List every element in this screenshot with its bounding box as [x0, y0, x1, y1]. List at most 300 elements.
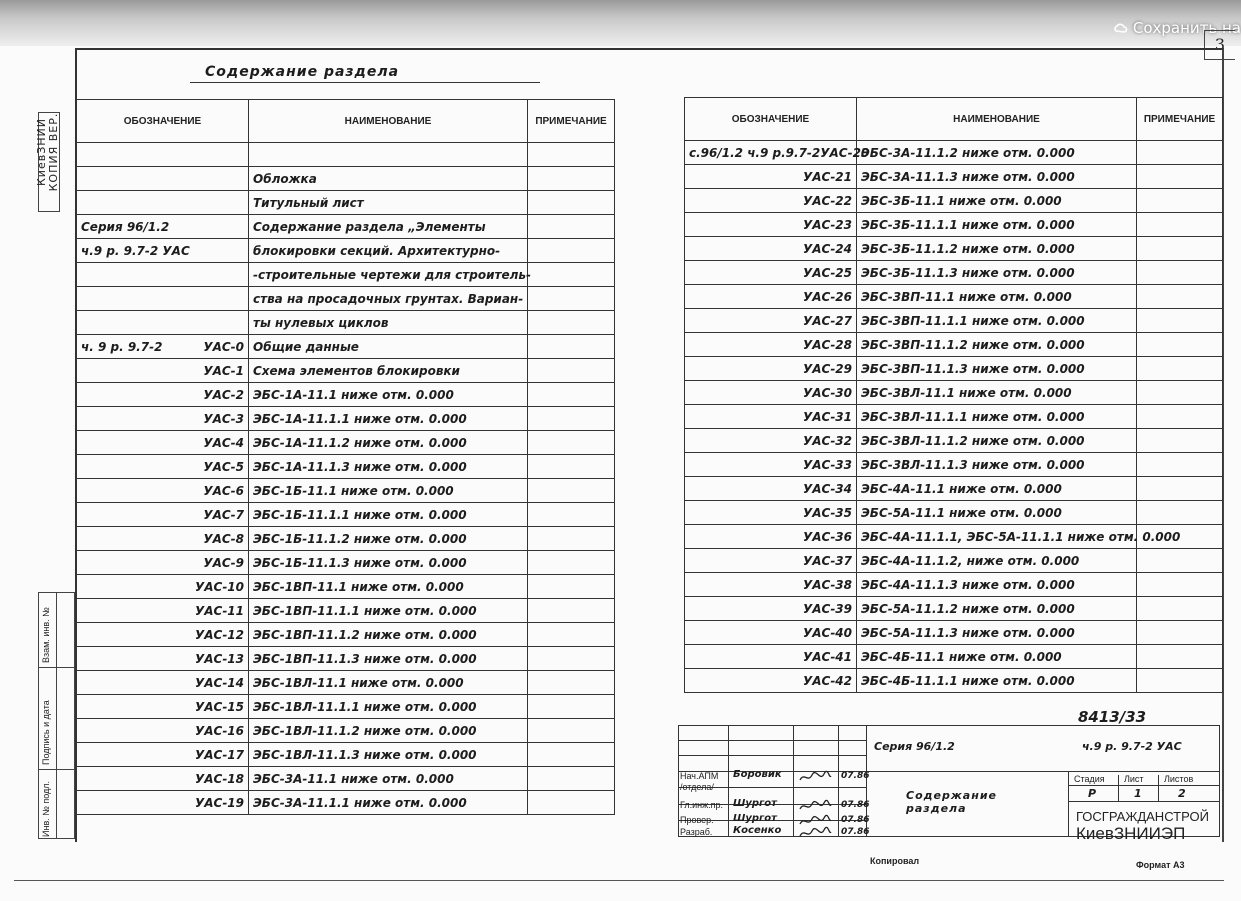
designation-cell — [77, 239, 249, 263]
note-cell — [528, 359, 615, 383]
name-cell: ЭБС-1ВЛ-11.1.3 ниже отм. 0.000 — [249, 743, 528, 767]
name-cell: ЭБС-1ВП-11.1.1 ниже отм. 0.000 — [249, 599, 528, 623]
note-cell — [528, 719, 615, 743]
table-row — [685, 333, 1223, 357]
series-text: ч. 9 р. 9.7-2 — [81, 339, 163, 354]
code-text: УАС-19 — [194, 795, 244, 810]
designation-cell — [685, 525, 857, 549]
signature-date-label: Подпись и дата — [41, 700, 51, 765]
table-row — [685, 597, 1223, 621]
table-row — [685, 501, 1223, 525]
table-row — [685, 213, 1223, 237]
name-cell: ЭБС-1ВЛ-11.1.2 ниже отм. 0.000 — [249, 719, 528, 743]
tb-role: /отдела/ — [680, 782, 714, 792]
code-text: УАС-22 — [802, 193, 852, 208]
table-row — [685, 381, 1223, 405]
name-cell: ЭБС-1А-11.1.1 ниже отм. 0.000 — [249, 407, 528, 431]
designation-cell — [77, 191, 249, 215]
designation-cell — [77, 623, 249, 647]
designation-cell — [685, 261, 857, 285]
name-cell: ЭБС-1Б-11.1 ниже отм. 0.000 — [249, 479, 528, 503]
table-row — [77, 503, 615, 527]
footer-format: Формат А3 — [1136, 860, 1185, 870]
table-row — [685, 573, 1223, 597]
name-cell: ЭБС-1ВЛ-11.1.1 ниже отм. 0.000 — [249, 695, 528, 719]
table-row — [77, 311, 615, 335]
designation-cell — [685, 501, 857, 525]
table-row — [685, 429, 1223, 453]
designation-cell — [77, 335, 249, 359]
code-text: УАС-32 — [802, 433, 852, 448]
code-text: УАС-11 — [194, 603, 244, 618]
name-cell: ЭБС-3ВП-11.1 ниже отм. 0.000 — [857, 285, 1137, 309]
name-cell: блокировки секций. Архитектурно- — [249, 239, 528, 263]
note-cell — [528, 191, 615, 215]
table-row — [77, 647, 615, 671]
note-cell — [528, 383, 615, 407]
name-cell: ЭБС-3ВЛ-11.1 ниже отм. 0.000 — [857, 381, 1137, 405]
table-row — [685, 549, 1223, 573]
note-cell — [1137, 237, 1223, 261]
table-row — [77, 551, 615, 575]
note-cell — [528, 551, 615, 575]
designation-cell — [685, 645, 857, 669]
code-text: УАС-9 — [203, 555, 244, 570]
note-cell — [528, 791, 615, 815]
designation-cell — [77, 671, 249, 695]
save-to-label: Сохранить на — [1132, 19, 1241, 37]
designation-cell — [685, 549, 857, 573]
note-cell — [1137, 597, 1223, 621]
name-cell: Схема элементов блокировки — [249, 359, 528, 383]
code-text: УАС-5 — [203, 459, 244, 474]
designation-cell — [77, 215, 249, 239]
name-cell: ЭБС-3Б-11.1.3 ниже отм. 0.000 — [857, 261, 1137, 285]
name-cell: ЭБС-1ВП-11.1.2 ниже отм. 0.000 — [249, 623, 528, 647]
code-text: УАС-8 — [203, 531, 244, 546]
name-cell: ЭБС-3А-11.1 ниже отм. 0.000 — [249, 767, 528, 791]
note-cell — [528, 455, 615, 479]
series-text: Серия 96/1.2 — [81, 219, 170, 234]
name-cell: ЭБС-4А-11.1.3 ниже отм. 0.000 — [857, 573, 1137, 597]
note-cell — [528, 287, 615, 311]
table-row — [77, 359, 615, 383]
name-cell: ЭБС-3А-11.1.2 ниже отм. 0.000 — [857, 141, 1137, 165]
tb-date: 07.86 — [841, 827, 870, 837]
table-row — [77, 671, 615, 695]
designation-cell — [77, 311, 249, 335]
note-cell — [1137, 165, 1223, 189]
code-text: УАС-41 — [802, 649, 852, 664]
table-row — [685, 357, 1223, 381]
table-row — [685, 309, 1223, 333]
header-note: ПРИМЕЧАНИЕ — [528, 100, 615, 143]
name-cell: ЭБС-3ВП-11.1.3 ниже отм. 0.000 — [857, 357, 1137, 381]
note-cell — [528, 215, 615, 239]
name-cell: ты нулевых циклов — [249, 311, 528, 335]
code-text: УАС-37 — [802, 553, 852, 568]
code-text: УАС-34 — [802, 481, 852, 496]
code-text: УАС-12 — [194, 627, 244, 642]
code-text: УАС-33 — [802, 457, 852, 472]
page-border-bottom — [14, 880, 1224, 881]
note-cell — [1137, 549, 1223, 573]
code-text: УАС-24 — [802, 241, 852, 256]
note-cell — [1137, 669, 1223, 693]
designation-cell — [685, 285, 857, 309]
tb-person: Боровик — [733, 769, 782, 780]
note-cell — [1137, 573, 1223, 597]
name-cell: ЭБС-1А-11.1.3 ниже отм. 0.000 — [249, 455, 528, 479]
name-cell: ЭБС-1Б-11.1.1 ниже отм. 0.000 — [249, 503, 528, 527]
document-number: 8413/33 — [1078, 708, 1147, 726]
designation-cell — [685, 597, 857, 621]
note-cell — [528, 575, 615, 599]
designation-cell — [685, 477, 857, 501]
code-text: УАС-25 — [802, 265, 852, 280]
section-title-underline — [190, 82, 540, 83]
table-row — [77, 719, 615, 743]
table-row — [685, 645, 1223, 669]
designation-cell — [77, 455, 249, 479]
table-row — [77, 575, 615, 599]
table-row — [685, 165, 1223, 189]
stamp-line-2: КОПИЯ ВЕР. — [47, 112, 60, 192]
designation-cell — [77, 791, 249, 815]
name-cell: ства на просадочных грунтах. Вариан- — [249, 287, 528, 311]
stamp-line-1: КиевЗНИИ — [35, 118, 48, 186]
table-row — [77, 455, 615, 479]
table-row — [77, 191, 615, 215]
table-row — [77, 623, 615, 647]
designation-cell — [685, 381, 857, 405]
name-cell: ЭБС-1ВП-11.1 ниже отм. 0.000 — [249, 575, 528, 599]
tb-sheet-label: Лист — [1124, 774, 1144, 784]
contents-table-right — [684, 97, 1223, 693]
tb-date: 07.86 — [841, 771, 870, 781]
table-row — [685, 261, 1223, 285]
viewer-top-shadow — [0, 0, 1241, 46]
code-text: УАС-10 — [194, 579, 244, 594]
tb-series: Серия 96/1.2 — [874, 740, 955, 753]
series-text: ч.9 р. 9.7-2 УАС — [81, 243, 190, 258]
code-text: УАС-2 — [203, 387, 244, 402]
note-cell — [528, 239, 615, 263]
note-cell — [1137, 309, 1223, 333]
note-cell — [1137, 333, 1223, 357]
tb-person: Шургот — [733, 813, 777, 824]
designation-cell — [77, 503, 249, 527]
contents-table-left — [76, 99, 615, 815]
table-row — [77, 143, 615, 167]
note-cell — [528, 431, 615, 455]
name-cell: Содержание раздела „Элементы — [249, 215, 528, 239]
table-row — [77, 599, 615, 623]
name-cell: ЭБС-3ВП-11.1.1 ниже отм. 0.000 — [857, 309, 1137, 333]
title-block — [678, 725, 1220, 847]
table-row — [685, 525, 1223, 549]
signature-scribble — [798, 799, 832, 813]
code-text: УАС-21 — [802, 169, 852, 184]
tb-date: 07.86 — [841, 815, 870, 825]
code-text: УАС-35 — [802, 505, 852, 520]
note-cell — [1137, 477, 1223, 501]
code-text: УАС-20 — [820, 145, 870, 160]
code-text: УАС-27 — [802, 313, 852, 328]
note-cell — [528, 695, 615, 719]
note-cell — [1137, 189, 1223, 213]
original-inv-label: Инв. № подл. — [41, 780, 51, 837]
designation-cell — [77, 143, 249, 167]
code-text: УАС-42 — [802, 673, 852, 688]
code-text: УАС-40 — [802, 625, 852, 640]
table-row — [77, 695, 615, 719]
signature-scribble — [798, 826, 832, 840]
table-row — [685, 141, 1223, 165]
table-row — [77, 215, 615, 239]
code-text: УАС-18 — [194, 771, 244, 786]
tb-role: Разраб. — [680, 827, 713, 837]
header-designation: ОБОЗНАЧЕНИЕ — [77, 100, 249, 143]
code-text: УАС-38 — [802, 577, 852, 592]
name-cell: ЭБС-3Б-11.1.2 ниже отм. 0.000 — [857, 237, 1137, 261]
designation-cell — [685, 669, 857, 693]
name-cell: ЭБС-4А-11.1 ниже отм. 0.000 — [857, 477, 1137, 501]
designation-cell — [77, 575, 249, 599]
tb-doc-title: Содержание раздела — [906, 789, 997, 815]
name-cell: ЭБС-3ВП-11.1.2 ниже отм. 0.000 — [857, 333, 1137, 357]
table-row — [77, 743, 615, 767]
designation-cell — [77, 719, 249, 743]
code-text: УАС-0 — [203, 339, 244, 354]
code-text: УАС-14 — [194, 675, 244, 690]
table-row — [77, 791, 615, 815]
note-cell — [528, 647, 615, 671]
note-cell — [1137, 141, 1223, 165]
copy-stamp-text — [36, 104, 64, 200]
designation-cell — [77, 287, 249, 311]
name-cell: ЭБС-1А-11.1.2 ниже отм. 0.000 — [249, 431, 528, 455]
tb-part: ч.9 р. 9.7-2 УАС — [1082, 740, 1182, 753]
table-row — [77, 335, 615, 359]
header-name: НАИМЕНОВАНИЕ — [857, 98, 1137, 141]
designation-cell — [685, 213, 857, 237]
table-row — [77, 167, 615, 191]
note-cell — [1137, 261, 1223, 285]
name-cell: Титульный лист — [249, 191, 528, 215]
code-text: УАС-15 — [194, 699, 244, 714]
table-row — [77, 263, 615, 287]
tb-stage-label: Стадия — [1074, 774, 1105, 784]
tb-sheets-label: Листов — [1164, 774, 1194, 784]
code-text: УАС-39 — [802, 601, 852, 616]
table-row — [685, 477, 1223, 501]
table-row — [685, 669, 1223, 693]
sheet-corner-number: 3 — [1204, 30, 1235, 60]
designation-cell — [77, 527, 249, 551]
note-cell — [1137, 357, 1223, 381]
note-cell — [528, 167, 615, 191]
code-text: УАС-17 — [194, 747, 244, 762]
code-text: УАС-13 — [194, 651, 244, 666]
table-row — [685, 285, 1223, 309]
note-cell — [528, 623, 615, 647]
tb-sheet: 1 — [1134, 787, 1142, 800]
name-cell: ЭБС-4А-11.1.2, ниже отм. 0.000 — [857, 549, 1137, 573]
note-cell — [528, 479, 615, 503]
tb-stage: Р — [1088, 787, 1097, 800]
note-cell — [1137, 453, 1223, 477]
designation-cell — [77, 383, 249, 407]
note-cell — [528, 503, 615, 527]
code-text: УАС-26 — [802, 289, 852, 304]
designation-cell — [77, 479, 249, 503]
note-cell — [528, 743, 615, 767]
name-cell: ЭБС-1Б-11.1.3 ниже отм. 0.000 — [249, 551, 528, 575]
designation-cell — [685, 165, 857, 189]
designation-cell — [685, 237, 857, 261]
header-designation: ОБОЗНАЧЕНИЕ — [685, 98, 857, 141]
table-row — [685, 189, 1223, 213]
code-text: УАС-16 — [194, 723, 244, 738]
note-cell — [1137, 429, 1223, 453]
designation-cell — [685, 405, 857, 429]
table-row — [685, 237, 1223, 261]
note-cell — [1137, 645, 1223, 669]
note-cell — [1137, 285, 1223, 309]
code-text: УАС-28 — [802, 337, 852, 352]
name-cell: ЭБС-3ВЛ-11.1.2 ниже отм. 0.000 — [857, 429, 1137, 453]
name-cell: ЭБС-1ВП-11.1.3 ниже отм. 0.000 — [249, 647, 528, 671]
tb-sheets: 2 — [1178, 787, 1186, 800]
signature-scribble — [798, 770, 832, 784]
note-cell — [528, 671, 615, 695]
table-row — [77, 479, 615, 503]
designation-cell — [77, 263, 249, 287]
designation-cell — [685, 309, 857, 333]
note-cell — [528, 527, 615, 551]
name-cell: -строительные чертежи для строитель- — [249, 263, 528, 287]
designation-cell — [685, 333, 857, 357]
tb-date: 07.86 — [841, 800, 870, 810]
tb-person: Шургот — [733, 798, 777, 809]
note-cell — [528, 407, 615, 431]
name-cell: ЭБС-4Б-11.1.1 ниже отм. 0.000 — [857, 669, 1137, 693]
note-cell — [528, 335, 615, 359]
table-row — [685, 621, 1223, 645]
code-text: УАС-7 — [203, 507, 244, 522]
table-row — [77, 527, 615, 551]
designation-cell — [685, 357, 857, 381]
name-cell: ЭБС-3ВЛ-11.1.3 ниже отм. 0.000 — [857, 453, 1137, 477]
designation-cell — [77, 767, 249, 791]
section-title: Содержание раздела — [205, 64, 400, 80]
table-row — [77, 767, 615, 791]
code-text: УАС-3 — [203, 411, 244, 426]
name-cell: ЭБС-5А-11.1.3 ниже отм. 0.000 — [857, 621, 1137, 645]
tb-person: Косенко — [733, 825, 782, 836]
name-cell: ЭБС-3А-11.1.3 ниже отм. 0.000 — [857, 165, 1137, 189]
note-cell — [1137, 381, 1223, 405]
table-row — [77, 287, 615, 311]
series-text: с.96/1.2 ч.9 р.9.7-2 — [689, 145, 821, 160]
left-margin-columns — [38, 592, 75, 839]
designation-cell — [685, 453, 857, 477]
designation-cell — [77, 695, 249, 719]
note-cell — [1137, 501, 1223, 525]
name-cell: ЭБС-1А-11.1 ниже отм. 0.000 — [249, 383, 528, 407]
name-cell: ЭБС-5А-11.1.2 ниже отм. 0.000 — [857, 597, 1137, 621]
name-cell: ЭБС-3А-11.1.1 ниже отм. 0.000 — [249, 791, 528, 815]
name-cell: ЭБС-1ВЛ-11.1 ниже отм. 0.000 — [249, 671, 528, 695]
name-cell: Обложка — [249, 167, 528, 191]
code-text: УАС-31 — [802, 409, 852, 424]
code-text: УАС-36 — [802, 529, 852, 544]
note-cell — [528, 599, 615, 623]
note-cell — [528, 311, 615, 335]
note-cell — [1137, 405, 1223, 429]
tb-org-2: КиевЗНИИЭП — [1076, 824, 1186, 843]
header-note: ПРИМЕЧАНИЕ — [1137, 98, 1223, 141]
name-cell: ЭБС-4А-11.1.1, ЭБС-5А-11.1.1 ниже отм. 0.000 — [857, 525, 1137, 549]
note-cell — [528, 143, 615, 167]
name-cell: ЭБС-3ВЛ-11.1.1 ниже отм. 0.000 — [857, 405, 1137, 429]
note-cell — [528, 767, 615, 791]
replacement-inv-label: Взам. инв. № — [41, 607, 51, 663]
code-text: УАС-1 — [203, 363, 244, 378]
name-cell: ЭБС-5А-11.1 ниже отм. 0.000 — [857, 501, 1137, 525]
code-text: УАС-6 — [203, 483, 244, 498]
designation-cell — [77, 647, 249, 671]
code-text: УАС-23 — [802, 217, 852, 232]
name-cell: ЭБС-4Б-11.1 ниже отм. 0.000 — [857, 645, 1137, 669]
designation-cell — [77, 167, 249, 191]
designation-cell — [685, 621, 857, 645]
table-row — [77, 239, 615, 263]
footer-copied: Копировал — [870, 856, 920, 866]
designation-cell — [77, 359, 249, 383]
tb-role: Гл.инж.пр. — [680, 800, 724, 810]
tb-role: Нач.АПМ — [680, 771, 719, 781]
cloud-save-icon — [1113, 21, 1127, 35]
name-cell: ЭБС-1Б-11.1.2 ниже отм. 0.000 — [249, 527, 528, 551]
table-row — [685, 453, 1223, 477]
name-cell: ЭБС-3Б-11.1 ниже отм. 0.000 — [857, 189, 1137, 213]
table-row — [77, 431, 615, 455]
table-row — [77, 407, 615, 431]
designation-cell — [685, 189, 857, 213]
code-text: УАС-29 — [802, 361, 852, 376]
tb-role: Провер. — [680, 815, 714, 825]
code-text: УАС-4 — [203, 435, 244, 450]
table-row — [685, 405, 1223, 429]
designation-cell — [77, 743, 249, 767]
note-cell — [1137, 621, 1223, 645]
designation-cell — [685, 141, 870, 165]
designation-cell — [685, 429, 857, 453]
table-row — [77, 383, 615, 407]
designation-cell — [77, 431, 249, 455]
note-cell — [528, 263, 615, 287]
designation-cell — [685, 573, 857, 597]
name-cell — [249, 143, 528, 167]
header-name: НАИМЕНОВАНИЕ — [249, 100, 528, 143]
code-text: УАС-30 — [802, 385, 852, 400]
note-cell — [1137, 213, 1223, 237]
designation-cell — [77, 599, 249, 623]
designation-cell — [77, 551, 249, 575]
name-cell: Общие данные — [249, 335, 528, 359]
